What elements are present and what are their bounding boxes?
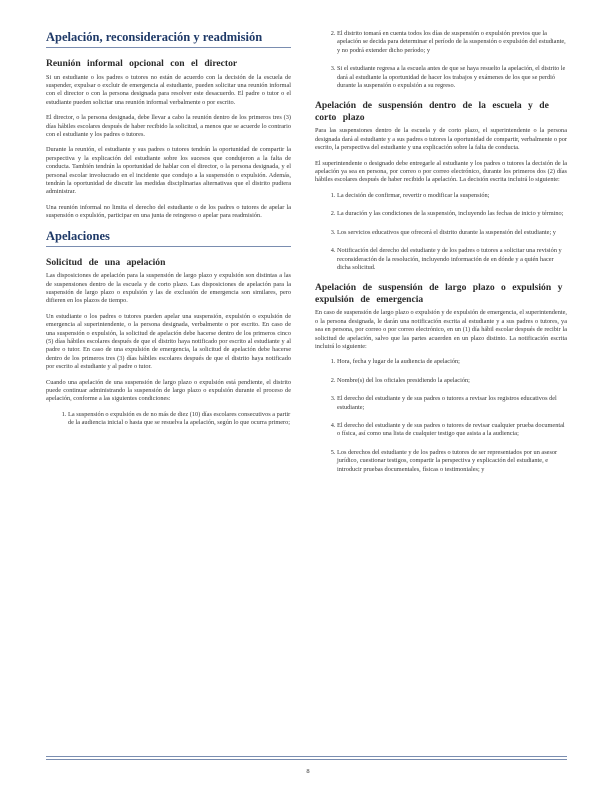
conditions-list: [46, 411, 291, 428]
list-item: 4. Notificación del derecho del estudiante y de los padres o tutores a solicitar una revisión y reconsideración de la resolución, incluyendo información de en dónde y a quién hacer dicha solicitud.: [337, 247, 567, 272]
left-column: [46, 30, 291, 438]
decision-contents-list: [315, 192, 567, 272]
list-item: 2. El distrito tomará en cuenta todos los días de suspensión o expulsión previos que la apelación se decida para determinar el período de la suspensión o expulsión del estudiante, y no podrá extender dicho período; y: [337, 30, 567, 55]
subsection-title-informal-meeting: Reunión informal opcional con el director: [46, 58, 238, 69]
list-item: 5. Los derechos del estudiante y de los padres o tutores de ser representados por un asesor jurídico, cuestionar testigos, compartir la perspectiva y explicación del estudiante, e introducir pruebas documentales, físicas o testimoniales; y: [337, 449, 567, 474]
paragraph: Durante la reunión, el estudiante y sus padres o tutores tendrán la oportunidad de compartir la perspectiva y la explicación del estudiante sobre los sucesos que condujeron a la falta de conducta. También tendrán la oportunidad de hablar con el director, o la persona designada, y el personal escolar involucrado en el incidente que condujo a la suspensión o expulsión. Además, tendrán la oportunidad de discutir las medidas disciplinarias alternativas que el distrito pudiera administrar.: [46, 146, 291, 196]
paragraph: El director, o la persona designada, debe llevar a cabo la reunión dentro de los primeros tres (3) días hábiles escolares después de haber recibido la solicitud, a menos que se acuerde lo contrario con el estudiante y los padres o tutores.: [46, 114, 291, 138]
list-item: 3. El derecho del estudiante y de sus padres o tutores a revisar los registros educativos del estudiante;: [337, 395, 567, 412]
paragraph: Si un estudiante o los padres o tutores no están de acuerdo con la decisión de la escuela de suspender, expulsar o excluir de emergencia al estudiante, pueden solicitar una reunión informal con el director o con la persona designada para resolver este desacuerdo. El padre o tutor o el estudiante pueden solicitar una reunión informal verbalmente o por escrito.: [46, 73, 291, 106]
subsection-title-long-term-appeal: Apelación de suspensión de largo plazo o expulsión y expulsión de emergencia: [315, 282, 563, 305]
paragraph: Las disposiciones de apelación para la suspensión de largo plazo y expulsión son distintas a las de suspensiones dentro de la escuela y de corto plazo. Las disposiciones de apelación para la suspensión de largo plazo o expulsión y las de exclusión de emergencia son similares, pero difieren en los plazos de tiempo.: [46, 272, 291, 305]
list-item: 2. La duración y las condiciones de la suspensión, incluyendo las fechas de inicio y término;: [337, 210, 567, 218]
paragraph: Un estudiante o los padres o tutores pueden apelar una suspensión, expulsión o expulsión de emergencia al superintendente, o la persona designada, verbalmente o por escrito. En caso de una suspensión o expulsión, la solicitud de apelación debe hacerse dentro de los primeros cinco (5) días hábiles escolares después de que el distrito haya notificado por escrito al estudiante y al padre o tutor. En caso de una expulsión de emergencia, la solicitud de apelación debe hacerse dentro de los primeros tres (3) días hábiles escolares después de que el distrito haya notificado por escrito al estudiante y al padre o tutor.: [46, 312, 291, 371]
paragraph: Una reunión informal no limita el derecho del estudiante o de los padres o tutores de apelar la suspensión o expulsión, participar en una junta de reingreso o apelar para readmisión.: [46, 203, 291, 220]
footer-rule-bottom: [46, 759, 567, 760]
paragraph: El superintendente o designado debe entregarle al estudiante y los padres o tutores la decisión de la apelación ya sea en persona, por correo o por correo electrónico, durante los primeros dos (2) días hábiles escolares después de haber recibido la apelación. La decisión escrita incluirá lo siguiente:: [315, 159, 567, 184]
list-item: 1. Hora, fecha y lugar de la audiencia de apelación;: [337, 358, 567, 366]
section-rule: [46, 47, 291, 48]
subsection-title-request-appeal: Solicitud de una apelación: [46, 256, 166, 268]
notice-contents-list: [315, 358, 567, 474]
footer-rule-top: [46, 756, 567, 757]
page-number: 8: [306, 768, 310, 775]
right-column: [315, 30, 567, 484]
list-item: 2. Nombre(s) del los oficiales presidiendo la apelación;: [337, 377, 567, 385]
list-item: 1. La decisión de confirmar, revertir o modificar la suspensión;: [337, 192, 567, 200]
list-item: 3. Si el estudiante regresa a la escuela antes de que se haya resuelto la apelación, el distrito le dará al estudiante la oportunidad de hacer los trabajos y exámenes de los que se perdió durante la suspensión o expulsión a su regreso.: [337, 65, 567, 90]
section-rule: [46, 246, 291, 247]
list-item: 1. La suspensión o expulsión es de no más de diez (10) días escolares consecutivos a partir de la audiencia inicial o hasta que se resuelva la apelación, según lo que ocurra primero;: [68, 411, 291, 428]
paragraph: Cuando una apelación de una suspensión de largo plazo o expulsión está pendiente, el distrito puede continuar administrando la suspensión de largo plazo o expulsión durante el proceso de apelación, conforme a las siguientes condiciones:: [46, 378, 291, 403]
list-item: 3. Los servicios educativos que ofrecerá el distrito durante la suspensión del estudiante; y: [337, 229, 567, 237]
conditions-list-continued: [315, 30, 567, 90]
section-title-appeal: Apelación, reconsideración y readmisión: [46, 30, 263, 44]
list-item: 4. El derecho del estudiante y de sus padres o tutores de revisar cualquier prueba documental o física, así como una lista de cualquier testigo que asista a la audiencia;: [337, 422, 567, 439]
subsection-title-short-term-appeal: Apelación de suspensión dentro de la escuela y de corto plazo: [315, 100, 549, 123]
section-title-appeals: Apelaciones: [46, 228, 110, 243]
paragraph: Para las suspensiones dentro de la escuela y de corto plazo, el superintendente o la persona designada dará al estudiante y a sus padres o tutores la oportunidad de compartir, verbalmente o por escrito, la perspectiva del estudiante y una explicación sobre la falta de conducta.: [315, 127, 567, 152]
paragraph: En caso de suspensión de largo plazo o expulsión y de expulsión de emergencia, el superintendente, o la persona designada, le darán una notificación escrita al estudiante y a sus padres o tutores, ya sea en persona, por correo o por correo electrónico, en un (1) día hábil escolar después de recibir la solicitud de apelación, salvo que las partes acuerden en un plazo distinto. La notificación escrita incluirá lo siguiente:: [315, 309, 567, 350]
